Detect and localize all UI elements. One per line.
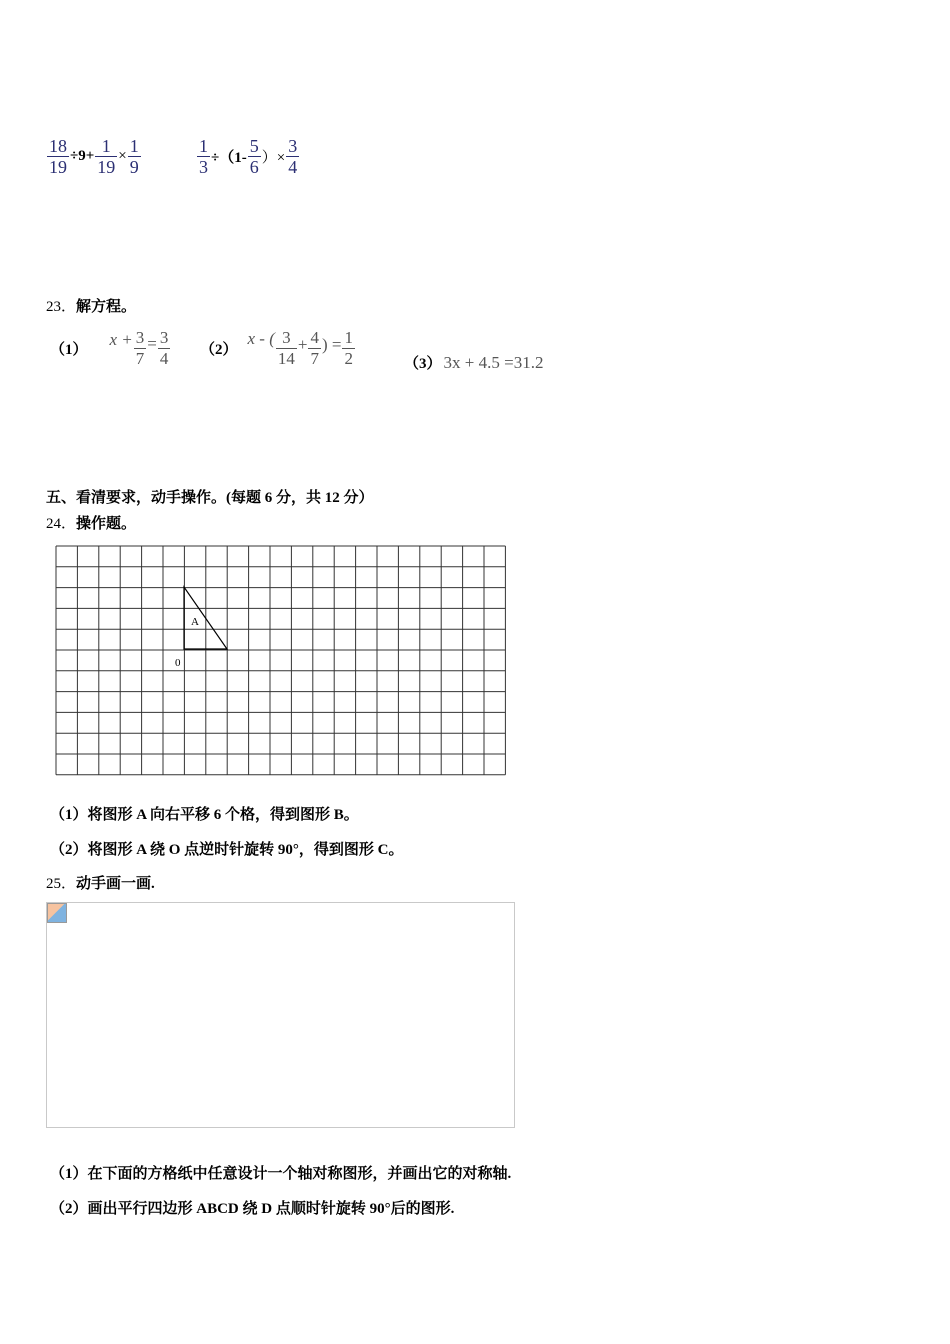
equation-label: （3） [404, 356, 442, 372]
q25-heading [46, 872, 155, 893]
fraction: $\frac{4}{7}$ [310, 328, 319, 368]
equation-close: ) = [321, 334, 342, 354]
q24-part-2: （2）将图形 A 绕 O 点逆时针旋转 90°，得到图形 C。 [50, 842, 404, 858]
q22-expression-1 [46, 136, 142, 177]
fraction: $\frac{5}{6}$ [249, 136, 259, 177]
q23-heading [46, 295, 136, 316]
missing-image-frame [46, 902, 515, 1128]
q24-part-1: （1）将图形 A 向右平移 6 个格，得到图形 B。 [50, 807, 359, 823]
q24-heading [46, 512, 136, 533]
equation-text: 3x + 4.5 =31.2 [443, 352, 544, 372]
fraction: $\frac{3}{14}$ [277, 328, 295, 368]
fraction: $\frac{18}{19}$ [49, 136, 67, 177]
operator: ÷（1- [211, 150, 247, 166]
operator: × [118, 148, 127, 164]
fraction: $\frac{3}{4}$ [159, 328, 169, 368]
q23-equation-2 [200, 328, 356, 369]
equals-sign: = [147, 333, 157, 353]
fraction: $\frac{3}{4}$ [288, 136, 298, 177]
question-number: 23． [46, 299, 77, 315]
equation-lhs: x - ( [247, 328, 275, 348]
equation-label: （2） [200, 342, 238, 358]
fraction: $\frac{3}{7}$ [135, 328, 145, 368]
operator: ）× [261, 150, 286, 166]
question-number: 25． [46, 876, 77, 892]
q25-part-1: （1）在下面的方格纸中任意设计一个轴对称图形，并画出它的对称轴. [50, 1166, 512, 1182]
grid-figure [54, 545, 510, 779]
q22-expression-2 [196, 136, 300, 177]
broken-image-icon [47, 903, 67, 923]
fraction: $\frac{1}{19}$ [97, 136, 116, 177]
shape-a-label: A [191, 616, 199, 628]
equation-label: （1） [50, 342, 88, 358]
origin-label: 0 [175, 657, 181, 669]
q23-equation-3 [404, 352, 543, 373]
section-five-title: 五、看清要求，动手操作。(每题 6 分，共 12 分） [46, 490, 374, 506]
question-title: 操作题。 [76, 516, 137, 532]
plus-sign: + [297, 334, 308, 354]
fraction: $\frac{1}{2}$ [344, 328, 353, 368]
q25-part-2: （2）画出平行四边形 ABCD 绕 D 点顺时针旋转 90°后的图形. [50, 1201, 455, 1217]
fraction: $\frac{1}{3}$ [199, 136, 208, 177]
operator: ÷9+ [70, 148, 95, 164]
question-title: 解方程。 [76, 299, 137, 315]
question-title: 动手画一画. [76, 876, 155, 892]
grid-lines [56, 546, 505, 775]
question-number: 24． [46, 516, 77, 532]
fraction: $\frac{1}{9}$ [129, 136, 139, 177]
equation-lhs: x + [109, 329, 133, 349]
q23-equation-1 [50, 328, 171, 369]
